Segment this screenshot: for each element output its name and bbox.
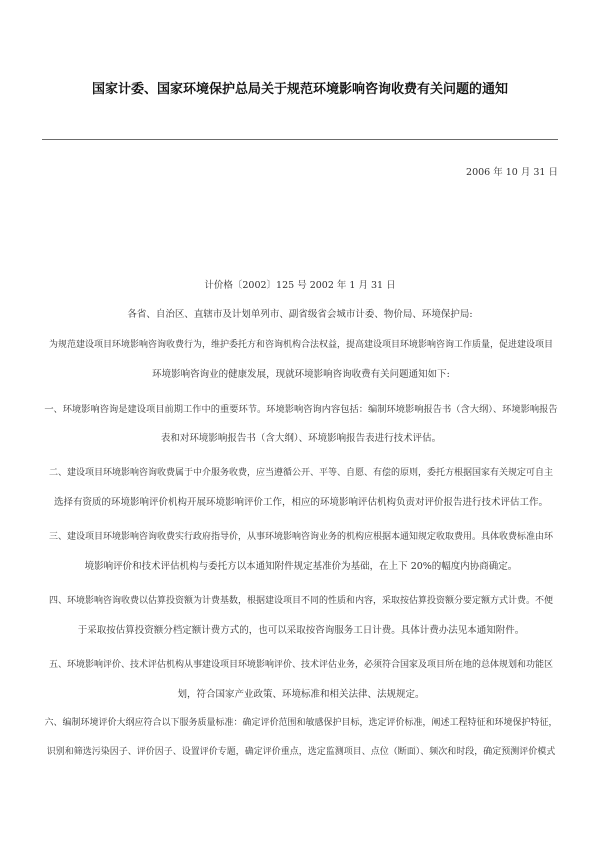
paragraph-line: 六、编制环境评价大纲应符合以下服务质量标准：确定评价范围和敏感保护目标，选定评价标准，阐述工程特征和环境保护特征，	[44, 718, 558, 728]
paragraph-intro	[44, 331, 558, 389]
addressee: 各省、自治区、直辖市及计划单列市、副省级省会城市计委、物价局、环境保护局:	[127, 309, 473, 320]
paragraph-line: 一、环境影响咨询是建设项目前期工作中的重要环节。环境影响咨询内容包括：编制环境影响报告书（含大纲）、环境影响报告	[44, 404, 558, 415]
paragraph-line: 识别和筛选污染因子、评价因子、设置评价专题，确定评价重点，选定监测项目、点位（断面）、频次和时段，确定预测评价模式	[46, 747, 556, 757]
document-reference: 计价格〔2002〕125 号 2002 年 1 月 31 日	[204, 280, 396, 291]
paragraph-1	[44, 395, 558, 453]
paragraph-line: 五、环境影响评价、技术评估机构从事建设项目环境影响评价、技术评估业务，必须符合国家及项目所在地的总体规划和功能区	[48, 660, 553, 670]
document-title: 国家计委、国家环境保护总局关于规范环境影响咨询收费有关问题的通知	[91, 82, 508, 97]
paragraph-line: 三、建设项目环境影响咨询收费实行政府指导价，从事环境影响咨询业务的机构应根据本通知规定收取费用。具体收费标准由环	[48, 532, 553, 542]
paragraph-6	[44, 709, 558, 767]
paragraph-line: 选择有资质的环境影响评价机构开展环境影响评价工作，相应的环境影响评估机构负责对评价报告进行技术评估工作。	[53, 497, 548, 508]
paragraph-line: 划，符合国家产业政策、环境标准和相关法律、法规规定。	[177, 689, 425, 700]
paragraph-line: 表和对环境影响报告书（含大纲）、环境影响报告表进行技术评估。	[160, 433, 442, 444]
paragraph-4	[44, 587, 558, 645]
paragraph-5	[44, 651, 558, 709]
paragraph-3	[44, 523, 558, 581]
paragraph-line: 为规范建设项目环境影响咨询收费行为，维护委托方和咨询机构合法权益，提高建设项目环境影响咨询工作质量，促进建设项目	[48, 340, 553, 350]
paragraph-line: 二、建设项目环境影响咨询收费属于中介服务收费，应当遵循公开、平等、自愿、有偿的原则，委托方根据国家有关规定可自主	[48, 468, 553, 478]
title-divider	[42, 139, 558, 140]
publish-date: 2006 年 10 月 31 日	[466, 167, 558, 178]
paragraph-line: 四、环境影响咨询收费以估算投资额为计费基数，根据建设项目不同的性质和内容，采取按估算投资额分要定额方式计费。不便	[48, 596, 553, 606]
paragraph-2	[44, 459, 558, 517]
paragraph-line: 境影响评价和技术评估机构与委托方以本通知附件规定基准价为基础，在上下 20%的幅度内协商确定。	[84, 561, 518, 572]
paragraph-line: 于采取按估算投资额分档定额计费方式的，也可以采取按咨询服务工日计费。具体计费办法见本通知附件。	[77, 625, 525, 636]
paragraph-line: 环境影响咨询业的健康发展，现就环境影响咨询收费有关问题通知如下:	[152, 369, 450, 380]
